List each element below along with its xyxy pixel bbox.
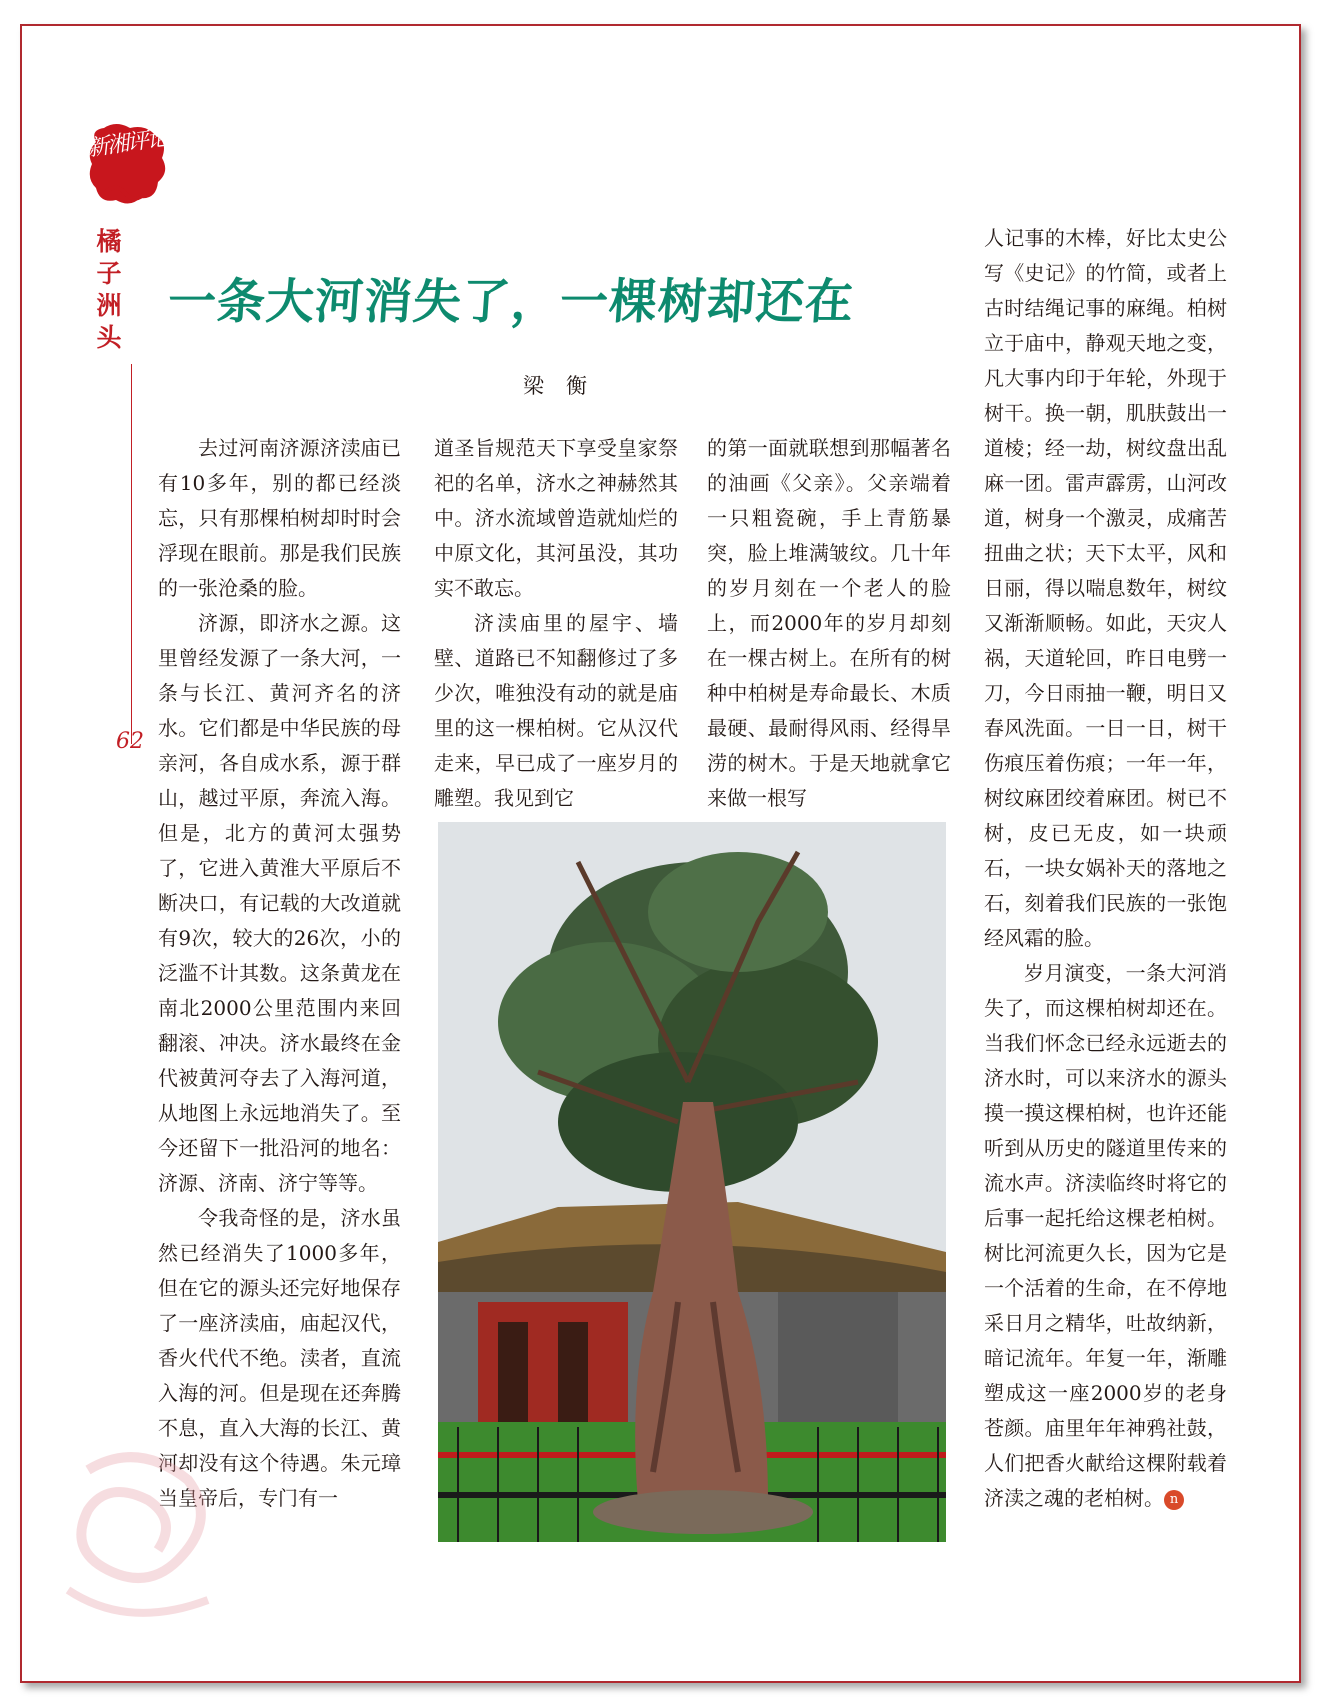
text-column-3 bbox=[707, 431, 951, 816]
paragraph-1: 去过河南济源济渎庙已有10多年，别的都已经淡忘，只有那棵柏树却时时会浮现在眼前。那是我们民族的一张沧桑的脸。 bbox=[158, 436, 401, 600]
text-column-1 bbox=[158, 431, 401, 1516]
cypress-tree-photo bbox=[438, 822, 946, 1542]
side-rule bbox=[131, 364, 132, 744]
paragraph-2: 济源，即济水之源。这里曾经发源了一条大河，一条与长江、黄河齐名的济水。它们都是中华民族的母亲河，各自成水系，源于群山，越过平原，奔流入海。但是，北方的黄河太强势了，它进入黄淮大平原后不断决口，有记载的大改道就有9次，较大的26次，小的泛滥不计其数。这条黄龙在南北2000公里范围内来回翻滚、冲决。济水最终在金代被黄河夺去了入海河道，从地图上永远地消失了。至今还留下一批沿河的地名：济源、济南、济宁等等。 bbox=[158, 611, 401, 1195]
section-name: 橘子洲头 bbox=[96, 227, 122, 352]
paragraph-4-end: 人记事的木棒，好比太史公写《史记》的竹简，或者上古时结绳记事的麻绳。柏树立于庙中，静观天地之变，凡大事内印于年轮，外现于树干。换一朝，肌肤鼓出一道棱；经一劫，树纹盘出乱麻一团。雷声霹雳，山河改道，树身一个激灵，成痛苦扭曲之状；天下太平，风和日丽，得以喘息数年，树纹又渐渐顺畅。如此，天灾人祸，天道轮回，昨日电劈一刀，今日雨抽一鞭，明日又春风洗面。一日一日，树干伤痕压着伤痕；一年一年，树纹麻团绞着麻团。树已不树，皮已无皮，如一块顽石，一块女娲补天的落地之石，刻着我们民族的一张饱经风霜的脸。 bbox=[984, 226, 1227, 950]
article-title: 一条大河消失了，一棵树却还在 bbox=[166, 274, 856, 330]
paragraph-3-continued: 道圣旨规范天下享受皇家祭祀的名单，济水之神赫然其中。济水流域曾造就灿烂的中原文化，其河虽没，其功实不敢忘。 bbox=[434, 436, 678, 600]
paragraph-3: 令我奇怪的是，济水虽然已经消失了1000多年，但在它的源头还完好地保存了一座济渎庙，庙起汉代，香火代代不绝。渎者，直流入海的河。但是现在还奔腾不息，直入大海的长江、黄河却没有这个待遇。朱元璋当皇帝后，专门有一 bbox=[158, 1206, 401, 1510]
text-column-4 bbox=[984, 221, 1227, 1516]
end-mark-icon: n bbox=[1164, 1490, 1184, 1510]
paragraph-5-text: 岁月演变，一条大河消失了，而这棵柏树却还在。当我们怀念已经永远逝去的济水时，可以来济水的源头摸一摸这棵柏树，也许还能听到从历史的隧道里传来的流水声。济渎临终时将它的后事一起托给这棵老柏树。树比河流更久长，因为它是一个活着的生命，在不停地采日月之精华，吐故纳新，暗记流年。年复一年，渐雕塑成这一座2000岁的老身苍颜。庙里年年神鸦社鼓，人们把香火献给这棵附载着济渎之魂的老柏树。 bbox=[984, 961, 1227, 1510]
text-column-2 bbox=[434, 431, 678, 816]
paragraph-4-continued: 的第一面就联想到那幅著名的油画《父亲》。父亲端着一只粗瓷碗，手上青筋暴突，脸上堆满皱纹。几十年的岁月刻在一个老人的脸上，而2000年的岁月却刻在一棵古树上。在所有的树种中柏树是寿命最长、木质最硬、最耐得风雨、经得旱涝的树木。于是天地就拿它来做一根写 bbox=[707, 436, 951, 810]
author-name: 梁衡 bbox=[523, 374, 609, 398]
page-number: 62 bbox=[116, 729, 144, 754]
paragraph-5 bbox=[984, 956, 1227, 1516]
logo-text: 新湘评论 bbox=[85, 125, 169, 162]
paragraph-4: 济渎庙里的屋宇、墙壁、道路已不知翻修过了多少次，唯独没有动的就是庙里的这一棵柏树。它从汉代走来，早已成了一座岁月的雕塑。我见到它 bbox=[434, 611, 678, 810]
decorative-watermark bbox=[48, 1440, 228, 1630]
